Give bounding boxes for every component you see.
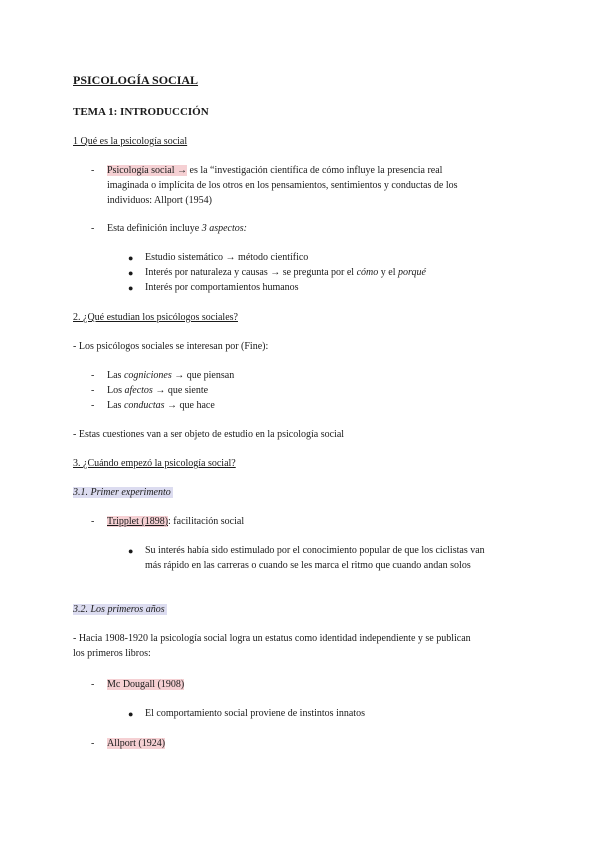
dash-bullet: - (91, 370, 95, 381)
tripplet-line: Tripplet (1898): facilitación social (107, 516, 245, 527)
dash-bullet: - (91, 738, 95, 749)
allport-label: Allport (1924) (107, 738, 166, 749)
dash-bullet: - (91, 516, 95, 527)
dash-bullet: - (91, 400, 95, 411)
bullet-dot-icon: ● (128, 283, 134, 293)
section-2-heading: 2. ¿Qué estudian los psicólogos sociales? (73, 312, 238, 323)
mcdougall-detail: El comportamiento social proviene de instintos innatos (145, 708, 365, 719)
interest-item-2: Los afectos → que siente (107, 385, 209, 396)
aspect-item-1: Estudio sistemático → método científico (145, 252, 309, 263)
aspect-item-3: Interés por comportamientos humanos (145, 282, 299, 293)
dash-bullet: - (91, 679, 95, 690)
definition-line-1: Psicología social → es la “investigación científica de cómo influye la presencia real (107, 165, 443, 176)
interest-item-1: Las cogniciones → que piensan (107, 370, 235, 381)
definition-line-3: individuos: Allport (1954) (107, 195, 212, 206)
bullet-dot-icon: ● (128, 709, 134, 719)
tripplet-detail-line-1: Su interés había sido estimulado por el conocimiento popular de que los ciclistas van (145, 545, 485, 556)
dash-bullet: - (91, 223, 95, 234)
hacia-line-2: los primeros libros: (73, 648, 151, 659)
subsection-3-2-heading: 3.2. Los primeros años (73, 604, 165, 615)
bullet-dot-icon: ● (128, 268, 134, 278)
section-2-intro: - Los psicólogos sociales se interesan por (Fine): (73, 341, 269, 352)
section-1-heading: 1 Qué es la psicología social (73, 136, 188, 147)
aspect-item-2: Interés por naturaleza y causas → se pregunta por el cómo y el porqué (145, 267, 426, 278)
hacia-line-1: - Hacia 1908-1920 la psicología social logra un estatus como identidad independiente y se publican (73, 633, 471, 644)
dash-bullet: - (91, 165, 95, 176)
section-2-closing: - Estas cuestiones van a ser objeto de estudio en la psicología social (73, 429, 345, 440)
tema-heading: TEMA 1: INTRODUCCIÓN (73, 106, 209, 118)
definition-label: Psicología social (107, 165, 175, 176)
aspects-line: Esta definición incluye 3 aspectos: (107, 223, 247, 234)
arrow-icon: → (177, 165, 187, 176)
bullet-dot-icon: ● (128, 253, 134, 263)
tripplet-detail-line-2: más rápido en las carreras o cuando se les marca el ritmo que cuando andan solos (145, 560, 471, 571)
subsection-3-1-heading: 3.1. Primer experimento (73, 487, 171, 498)
dash-bullet: - (91, 385, 95, 396)
section-3-heading: 3. ¿Cuándo empezó la psicología social? (73, 458, 236, 469)
mcdougall-label: Mc Dougall (1908) (107, 679, 185, 690)
definition-line-2: imaginada o implícita de los otros en los pensamientos, sentimientos y conductas de los (107, 180, 458, 191)
interest-item-3: Las conductas → que hace (107, 400, 215, 411)
page-title: PSICOLOGÍA SOCIAL (73, 73, 199, 87)
bullet-dot-icon: ● (128, 546, 134, 556)
